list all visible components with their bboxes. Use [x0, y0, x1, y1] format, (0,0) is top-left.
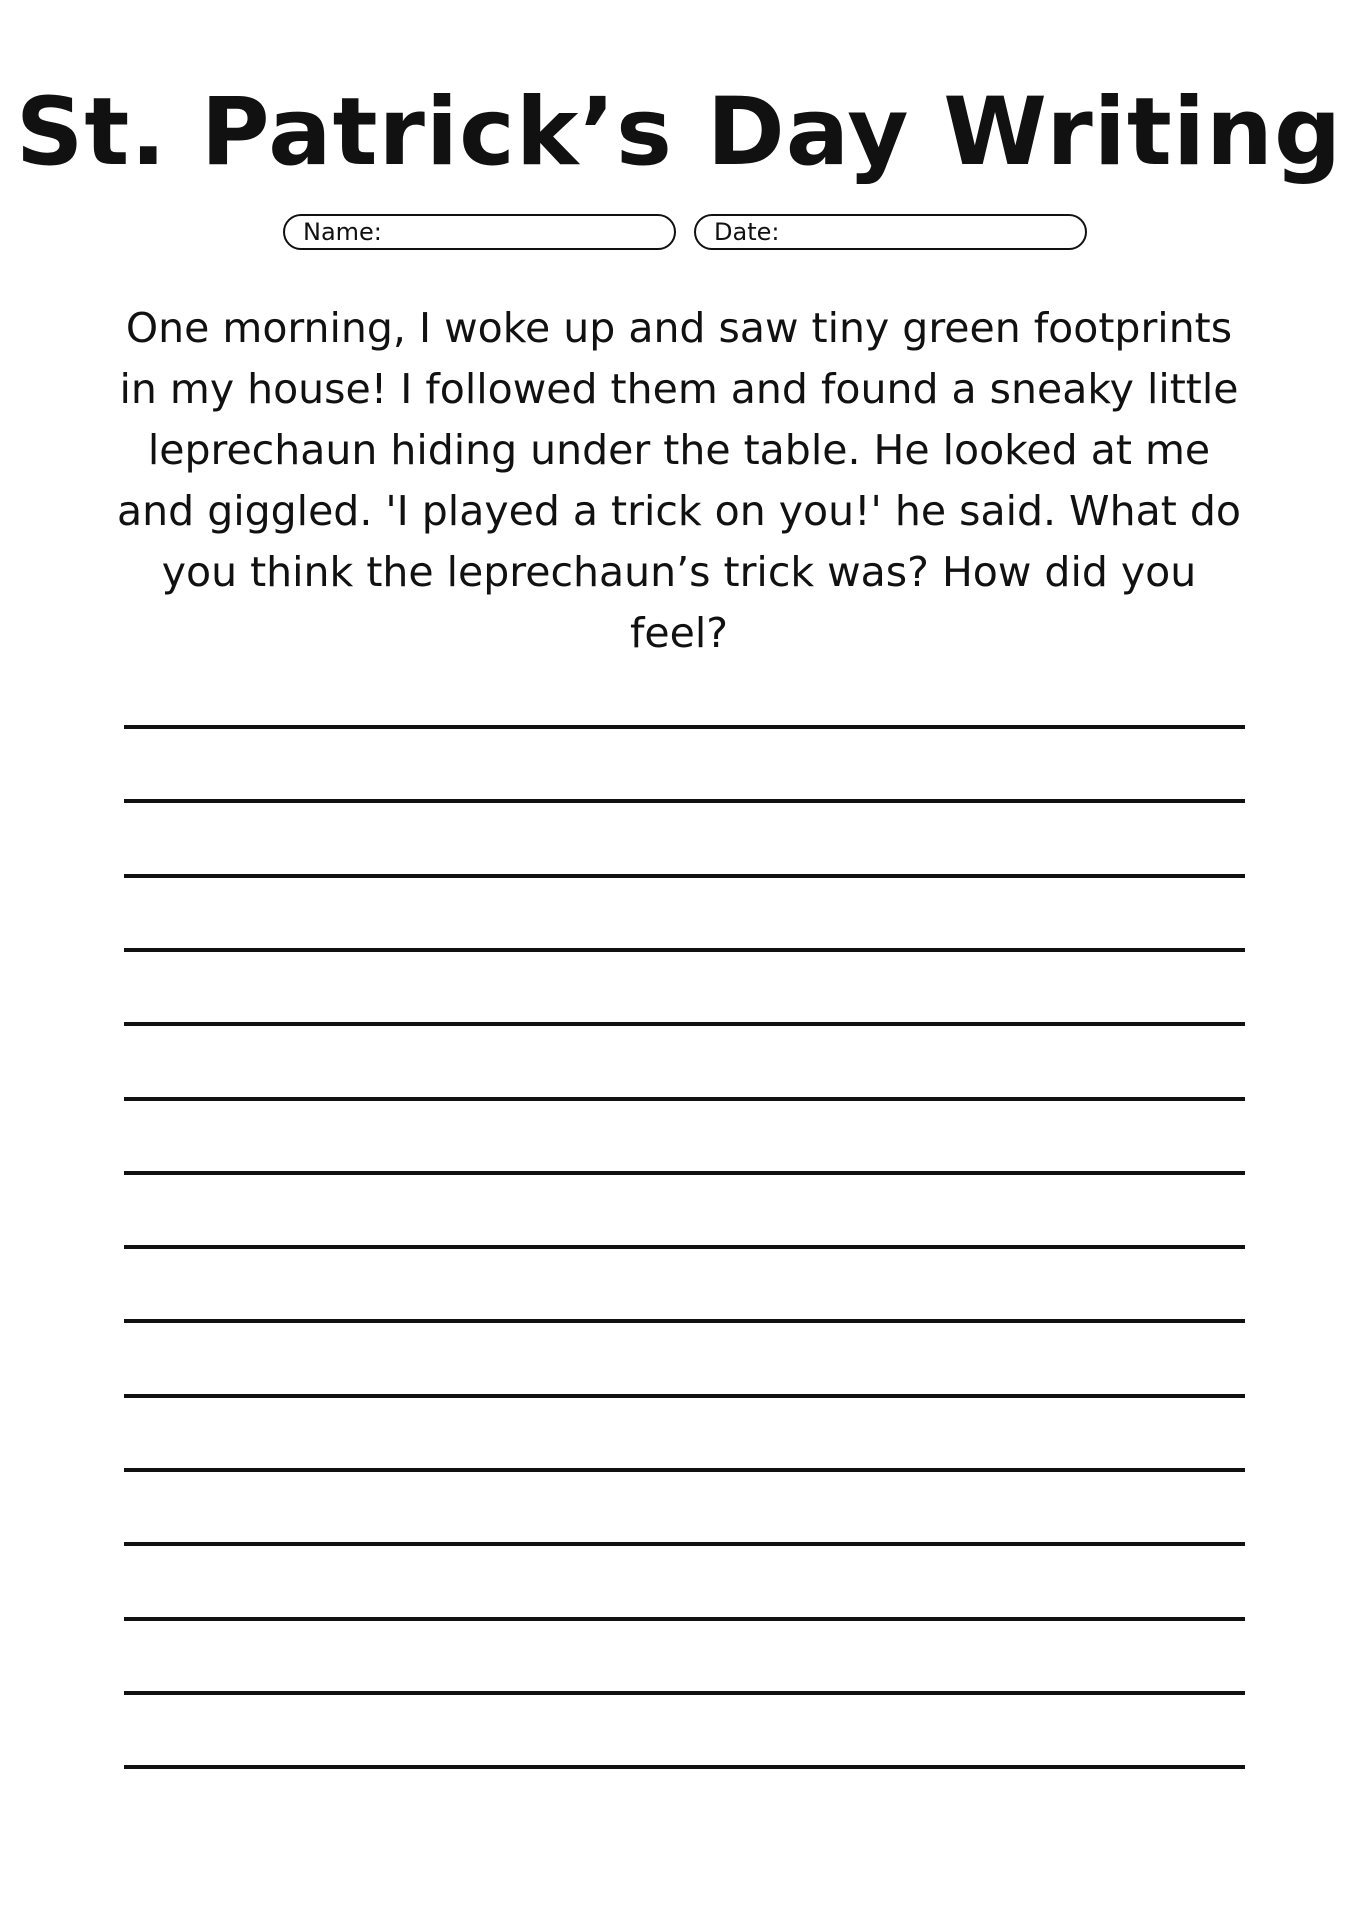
name-field[interactable] — [283, 214, 676, 250]
writing-line[interactable] — [124, 799, 1245, 803]
writing-lines — [124, 725, 1245, 1785]
header-fields — [0, 214, 1358, 254]
worksheet-title: St. Patrick’s Day Writing — [15, 78, 1343, 187]
writing-line[interactable] — [124, 1319, 1245, 1323]
writing-line[interactable] — [124, 1022, 1245, 1026]
writing-line[interactable] — [124, 874, 1245, 878]
writing-line[interactable] — [124, 948, 1245, 952]
writing-line[interactable] — [124, 725, 1245, 729]
name-label: Name: — [303, 218, 382, 246]
writing-line[interactable] — [124, 1097, 1245, 1101]
writing-line[interactable] — [124, 1691, 1245, 1695]
writing-line[interactable] — [124, 1765, 1245, 1769]
writing-line[interactable] — [124, 1245, 1245, 1249]
writing-prompt: One morning, I woke up and saw tiny green footprints in my house! I followed them and found a sneaky little leprechaun hiding under the table. He looked at me and giggled. 'I played a trick on you!' he said. What do you think the leprechaun’s trick was? How did you feel? — [117, 304, 1241, 657]
writing-line[interactable] — [124, 1394, 1245, 1398]
writing-line[interactable] — [124, 1617, 1245, 1621]
writing-line[interactable] — [124, 1542, 1245, 1546]
writing-line[interactable] — [124, 1468, 1245, 1472]
date-field[interactable] — [694, 214, 1087, 250]
date-label: Date: — [714, 218, 780, 246]
writing-line[interactable] — [124, 1171, 1245, 1175]
